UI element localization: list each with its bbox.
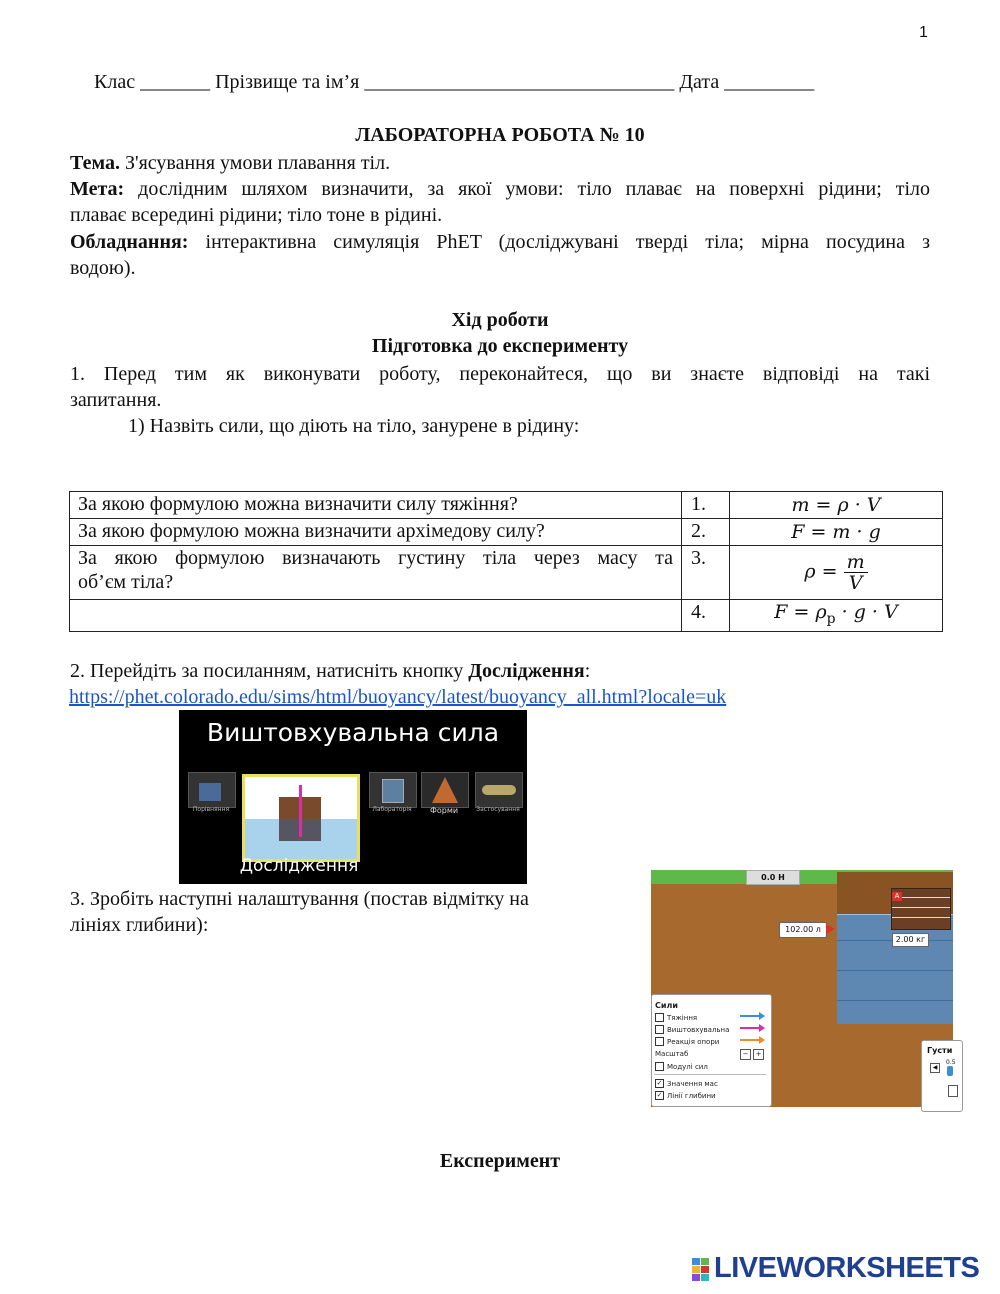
depth-lines-checkbox[interactable]: ✓ (656, 1091, 663, 1099)
topic-text: З'ясування умови плавання тіл. (119, 152, 391, 174)
goal-line2: плаває всередині рідини; тіло тоне в рідині. (70, 204, 443, 226)
scale-minus-button[interactable]: − (740, 1049, 751, 1060)
step1-line1: 1. Перед тим як виконувати роботу, переконайтеся, що ви знаєте відповіді на такі (70, 363, 930, 385)
tile-label: Лабораторія (372, 806, 412, 813)
force-gravity-row[interactable] (655, 1013, 697, 1022)
force-normal-row[interactable] (655, 1037, 719, 1046)
equipment-label: Обладнання: (70, 231, 189, 253)
buoyancy-checkbox[interactable] (655, 1025, 664, 1034)
normal-arrow-icon (740, 1039, 760, 1041)
goal-line1 (70, 176, 930, 202)
number-cell: 2. (682, 519, 730, 546)
formula-subscript: р (826, 610, 836, 627)
scale-label: Масштаб (655, 1050, 689, 1058)
question-line-2: об’єм тіла? (78, 571, 174, 593)
question-cell (70, 546, 682, 600)
formula-cell[interactable]: F = m · g (730, 519, 943, 546)
phet-link[interactable]: https://phet.colorado.edu/sims/html/buoyancy/latest/buoyancy_all.html?locale=uk (69, 686, 727, 708)
tile-exploration-label: Дослідження (239, 856, 359, 876)
force-label: Виштовхувальна (667, 1025, 730, 1034)
gravity-arrow-icon (740, 1015, 760, 1017)
prep-heading: Підготовка до експерименту (371, 335, 629, 357)
density-tick: 0.5 (946, 1059, 956, 1066)
depth-lines-row[interactable] (655, 1091, 716, 1100)
formula-cell[interactable]: m = ρ · V (730, 492, 943, 519)
option-label: Лінії глибини (667, 1091, 716, 1100)
fraction (844, 552, 868, 593)
volume-readout: 102.00 л (779, 922, 827, 938)
tile-comparison-icon[interactable] (188, 772, 236, 808)
step2-text: 2. Перейдіть за посиланням, натисніть кнопку (70, 660, 469, 682)
step3-line2: лініях глибини): (70, 914, 209, 936)
table-row (70, 492, 943, 519)
step1-line2: запитання. (70, 389, 162, 411)
step2 (70, 658, 930, 684)
table-row (70, 600, 943, 632)
option-label: Модулі сил (667, 1062, 708, 1071)
question-cell: За якою формулою можна визначити силу тяжіння? (70, 492, 682, 519)
watermark: LIVEWORKSHEETS (714, 1252, 980, 1284)
procedure-heading: Хід роботи (451, 309, 549, 331)
number-cell: 3. (682, 546, 730, 600)
name-field[interactable]: _______________________________ (364, 71, 675, 93)
gravity-checkbox[interactable] (655, 1013, 664, 1022)
question-cell[interactable] (70, 600, 682, 632)
water (837, 914, 953, 1024)
density-checkbox[interactable] (948, 1085, 958, 1097)
goal-text-1: дослідним шляхом визначити, за якої умови: тіло плаває на поверхні рідини; тіло (124, 178, 930, 200)
block-label: A (892, 892, 902, 901)
name-label: Прізвище та ім’я (215, 71, 360, 93)
formula-lhs: ρ = (804, 560, 838, 583)
formula-cell[interactable] (730, 546, 943, 600)
force-values-checkbox[interactable] (655, 1062, 664, 1071)
fraction-denominator: V (848, 572, 863, 594)
number-cell: 4. (682, 600, 730, 632)
force-values-row[interactable] (655, 1062, 708, 1071)
step1-subquestion: 1) Назвіть сили, що діють на тіло, занурене в рідину: (128, 415, 580, 437)
buoyancy-arrowhead-icon (759, 1024, 765, 1032)
experiment-heading: Експеримент (439, 1150, 561, 1172)
class-label: Клас (94, 71, 136, 93)
volume-pointer-icon[interactable] (826, 924, 835, 934)
step3-line1: 3. Зробіть наступні налаштування (постав відмітку на (70, 888, 529, 910)
tile-label: Застосування (476, 806, 520, 813)
phet-exploration-screen (651, 870, 956, 1107)
normal-checkbox[interactable] (655, 1037, 664, 1046)
lab-title: ЛАБОРАТОРНА РОБОТА № 10 (355, 124, 645, 146)
tile-shapes-icon[interactable] (421, 772, 469, 808)
step2-bold: Дослідження (468, 660, 585, 682)
formula-post: · g · V (835, 601, 898, 623)
date-label: Дата (679, 71, 720, 93)
student-info-line (94, 71, 814, 94)
force-label: Тяжіння (667, 1013, 698, 1022)
depth-line (837, 1000, 953, 1001)
phet-title: Виштовхувальна сила (206, 718, 500, 747)
tile-label: Форми (429, 806, 459, 815)
topic-label: Тема. (70, 152, 120, 174)
mass-values-row[interactable] (655, 1079, 718, 1088)
step2-tail: : (584, 660, 591, 682)
depth-line (837, 970, 953, 971)
tile-exploration[interactable] (242, 774, 360, 862)
force-buoyancy-row[interactable] (655, 1025, 729, 1034)
tile-applications-icon[interactable] (475, 772, 523, 808)
tile-label: Порівняння (192, 806, 230, 813)
date-field[interactable]: _________ (724, 71, 815, 93)
density-left-arrow-icon[interactable]: ◀ (930, 1063, 940, 1073)
density-slider-thumb[interactable] (947, 1066, 953, 1076)
force-readout: 0.0 Н (746, 870, 800, 885)
forces-panel-title: Сили (655, 1001, 678, 1010)
equipment-line1 (70, 229, 930, 255)
question-line-1: За якою формулою визначають густину тіла через масу та (78, 547, 673, 569)
scale-plus-button[interactable]: + (753, 1049, 764, 1060)
buoyancy-arrow-icon (740, 1027, 760, 1029)
page-number: 1 (919, 24, 928, 41)
density-panel (921, 1040, 963, 1112)
goal-label: Мета: (70, 178, 125, 200)
topic (70, 150, 930, 176)
equipment-text-1: інтерактивна симуляція PhET (досліджувані тверді тіла; мірна посудина з (188, 231, 930, 253)
gravity-arrowhead-icon (759, 1012, 765, 1020)
normal-arrowhead-icon (759, 1036, 765, 1044)
formula-cell[interactable] (730, 600, 943, 632)
number-cell: 1. (682, 492, 730, 519)
forces-panel (651, 994, 772, 1107)
fraction-numerator: m (844, 552, 868, 573)
table-row (70, 546, 943, 600)
force-label: Реакція опори (667, 1037, 720, 1046)
divider (654, 1074, 766, 1075)
liveworksheets-logo-icon (692, 1258, 710, 1282)
phet-start-screen (179, 710, 527, 884)
density-label: Густи (927, 1046, 953, 1055)
mass-values-checkbox[interactable]: ✓ (656, 1079, 663, 1087)
mass-readout: 2.00 кг (892, 933, 929, 947)
formula-table (69, 491, 943, 632)
class-field[interactable]: _______ (140, 71, 211, 93)
question-cell: За якою формулою можна визначити архімедову силу? (70, 519, 682, 546)
equipment-line2: водою). (70, 257, 136, 279)
formula-pre: F = ρ (774, 601, 827, 623)
tile-lab-icon[interactable] (369, 772, 417, 808)
option-label: Значення мас (667, 1079, 718, 1088)
table-row (70, 519, 943, 546)
